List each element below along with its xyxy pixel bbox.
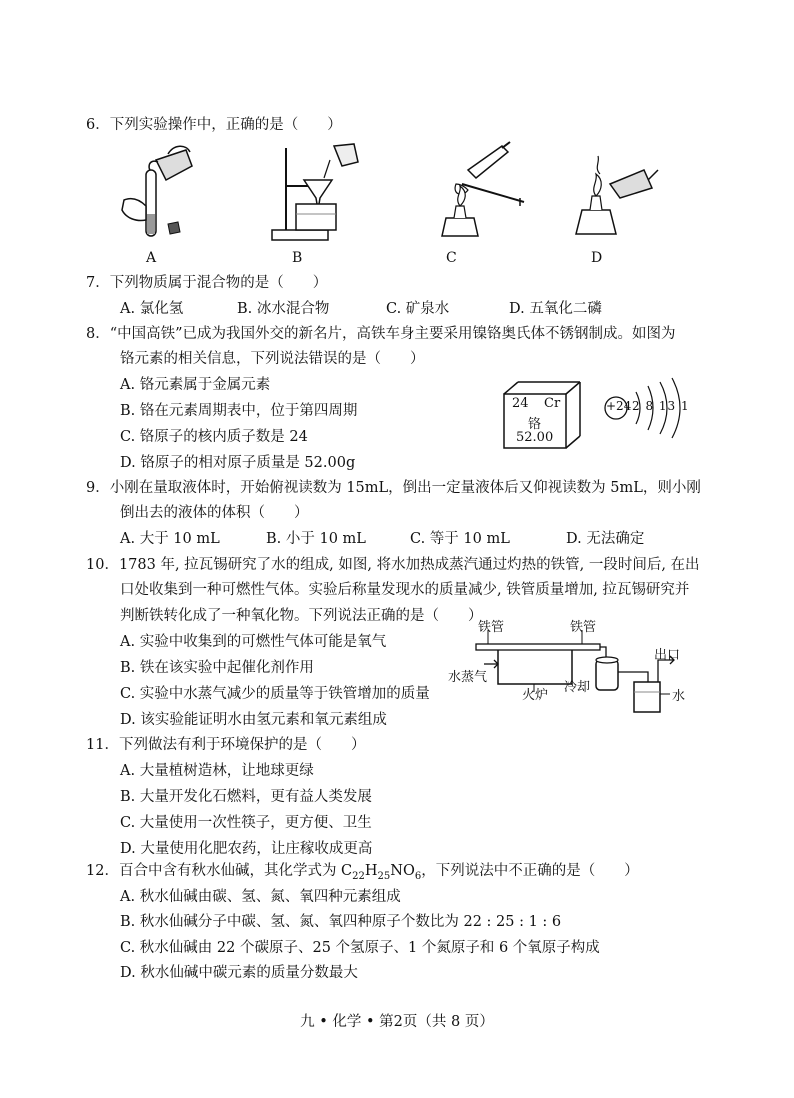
fig-label-iron-tube-1: 铁管 bbox=[478, 620, 505, 635]
q11-option-a: A. 大量植树造林，让地球更绿 bbox=[120, 763, 314, 779]
fig-label-furnace: 火炉 bbox=[522, 688, 549, 703]
q7-option-b: B. 冰水混合物 bbox=[237, 301, 330, 317]
q10-option-a: A. 实验中收集到的可燃性气体可能是氧气 bbox=[120, 634, 387, 650]
q9-option-b: B. 小于 10 mL bbox=[266, 531, 366, 547]
q6-label-c: C bbox=[446, 250, 457, 266]
q10-option-b: B. 铁在该实验中起催化剂作用 bbox=[120, 660, 314, 676]
q10-line3: 判断铁转化成了一种氧化物。下列说法正确的是（ ） bbox=[120, 608, 483, 624]
q10-option-c: C. 实验中水蒸气减少的质量等于铁管增加的质量 bbox=[120, 686, 430, 702]
q12-stem-part-b: H bbox=[364, 863, 378, 879]
q6-figure-a bbox=[108, 140, 198, 250]
q9-option-c: C. 等于 10 mL bbox=[410, 531, 510, 547]
q6-stem: 6．下列实验操作中，正确的是（ ） bbox=[86, 117, 342, 133]
fig-label-water: 水 bbox=[672, 689, 686, 704]
chromium-atom-diagram bbox=[600, 378, 696, 450]
q12-option-d: D. 秋水仙碱中碳元素的质量分数最大 bbox=[120, 965, 358, 981]
q11-option-b: B. 大量开发化石燃料，更有益人类发展 bbox=[120, 789, 372, 805]
q8-option-d: D. 铬原子的相对原子质量是 52.00g bbox=[120, 455, 356, 471]
q6-figure-b bbox=[268, 140, 368, 244]
q8-line2: 铬元素的相关信息，下列说法错误的是（ ） bbox=[120, 351, 425, 367]
q12-stem-part-c: NO bbox=[390, 863, 415, 879]
q9-line1: 9．小刚在量取液体时，开始俯视读数为 15mL，倒出一定量液体后又仰视读数为 5mL，则小刚 bbox=[86, 480, 701, 496]
q11-stem: 11．下列做法有利于环境保护的是（ ） bbox=[86, 737, 366, 753]
q6-label-b: B bbox=[292, 250, 303, 266]
q9-option-d: D. 无法确定 bbox=[566, 531, 645, 547]
q12-stem bbox=[86, 862, 639, 886]
fig-label-cooling: 冷却 bbox=[564, 680, 591, 695]
q6-label-a: A bbox=[146, 250, 157, 266]
element-name: 铬 bbox=[528, 417, 542, 432]
q7-stem: 7．下列物质属于混合物的是（ ） bbox=[86, 275, 328, 291]
q8-option-b: B. 铬在元素周期表中，位于第四周期 bbox=[120, 403, 358, 419]
q12-sub-o: 6 bbox=[414, 870, 422, 882]
lavoisier-apparatus-figure bbox=[448, 622, 688, 718]
q12-option-b: B. 秋水仙碱分子中碳、氢、氮、氧四种原子个数比为 22 : 25 : 1 : 6 bbox=[120, 914, 562, 930]
element-symbol: Cr bbox=[544, 396, 561, 411]
q8-option-c: C. 铬原子的核内质子数是 24 bbox=[120, 429, 308, 445]
q7-option-d: D. 五氧化二磷 bbox=[509, 301, 602, 317]
fig-label-iron-tube-2: 铁管 bbox=[570, 620, 597, 635]
q6-figure-d bbox=[570, 150, 660, 244]
q11-option-d: D. 大量使用化肥农药，让庄稼收成更高 bbox=[120, 841, 373, 857]
q10-line1: 10．1783 年, 拉瓦锡研究了水的组成, 如图, 将水加热成蒸汽通过灼热的铁管, 一段时间后, 在出 bbox=[86, 557, 700, 573]
q7-option-c: C. 矿泉水 bbox=[386, 301, 450, 317]
atom-shells: 2 8 13 1 bbox=[632, 399, 690, 413]
element-number: 24 bbox=[512, 396, 529, 411]
q12-stem-part-d: ，下列说法中不正确的是（ ） bbox=[421, 863, 639, 879]
q11-option-c: C. 大量使用一次性筷子，更方便、卫生 bbox=[120, 815, 372, 831]
chromium-element-cell bbox=[500, 380, 590, 450]
element-mass: 52.00 bbox=[516, 430, 554, 445]
q10-line2: 口处收集到一种可燃性气体。实验后称量发现水的质量减少, 铁管质量增加, 拉瓦锡研究并 bbox=[120, 582, 690, 598]
q12-stem-part-a: 12．百合中含有秋水仙碱，其化学式为 C bbox=[86, 863, 353, 879]
q9-line2: 倒出去的液体的体积（ ） bbox=[120, 505, 309, 521]
q7-option-a: A. 氯化氢 bbox=[120, 301, 184, 317]
q8-line1: 8．“中国高铁”已成为我国外交的新名片，高铁车身主要采用镍铬奥氏体不锈钢制成。如图为 bbox=[86, 326, 676, 342]
atom-nucleus: +24 bbox=[606, 399, 632, 413]
q12-option-a: A. 秋水仙碱由碳、氢、氮、氧四种元素组成 bbox=[120, 889, 401, 905]
q6-label-d: D bbox=[591, 250, 603, 266]
page-footer: 九 • 化学 • 第2页（共 8 页） bbox=[300, 1014, 494, 1030]
q12-option-c: C. 秋水仙碱由 22 个碳原子、25 个氢原子、1 个氮原子和 6 个氧原子构成 bbox=[120, 940, 600, 956]
q12-sub-h: 25 bbox=[377, 870, 391, 882]
q6-figure-c bbox=[432, 140, 532, 244]
q8-option-a: A. 铬元素属于金属元素 bbox=[120, 377, 271, 393]
fig-label-outlet: 出口 bbox=[654, 648, 681, 663]
fig-label-steam: 水蒸气 bbox=[448, 670, 488, 685]
q10-option-d: D. 该实验能证明水由氢元素和氧元素组成 bbox=[120, 712, 387, 728]
q9-option-a: A. 大于 10 mL bbox=[120, 531, 220, 547]
q12-sub-c: 22 bbox=[352, 870, 365, 882]
